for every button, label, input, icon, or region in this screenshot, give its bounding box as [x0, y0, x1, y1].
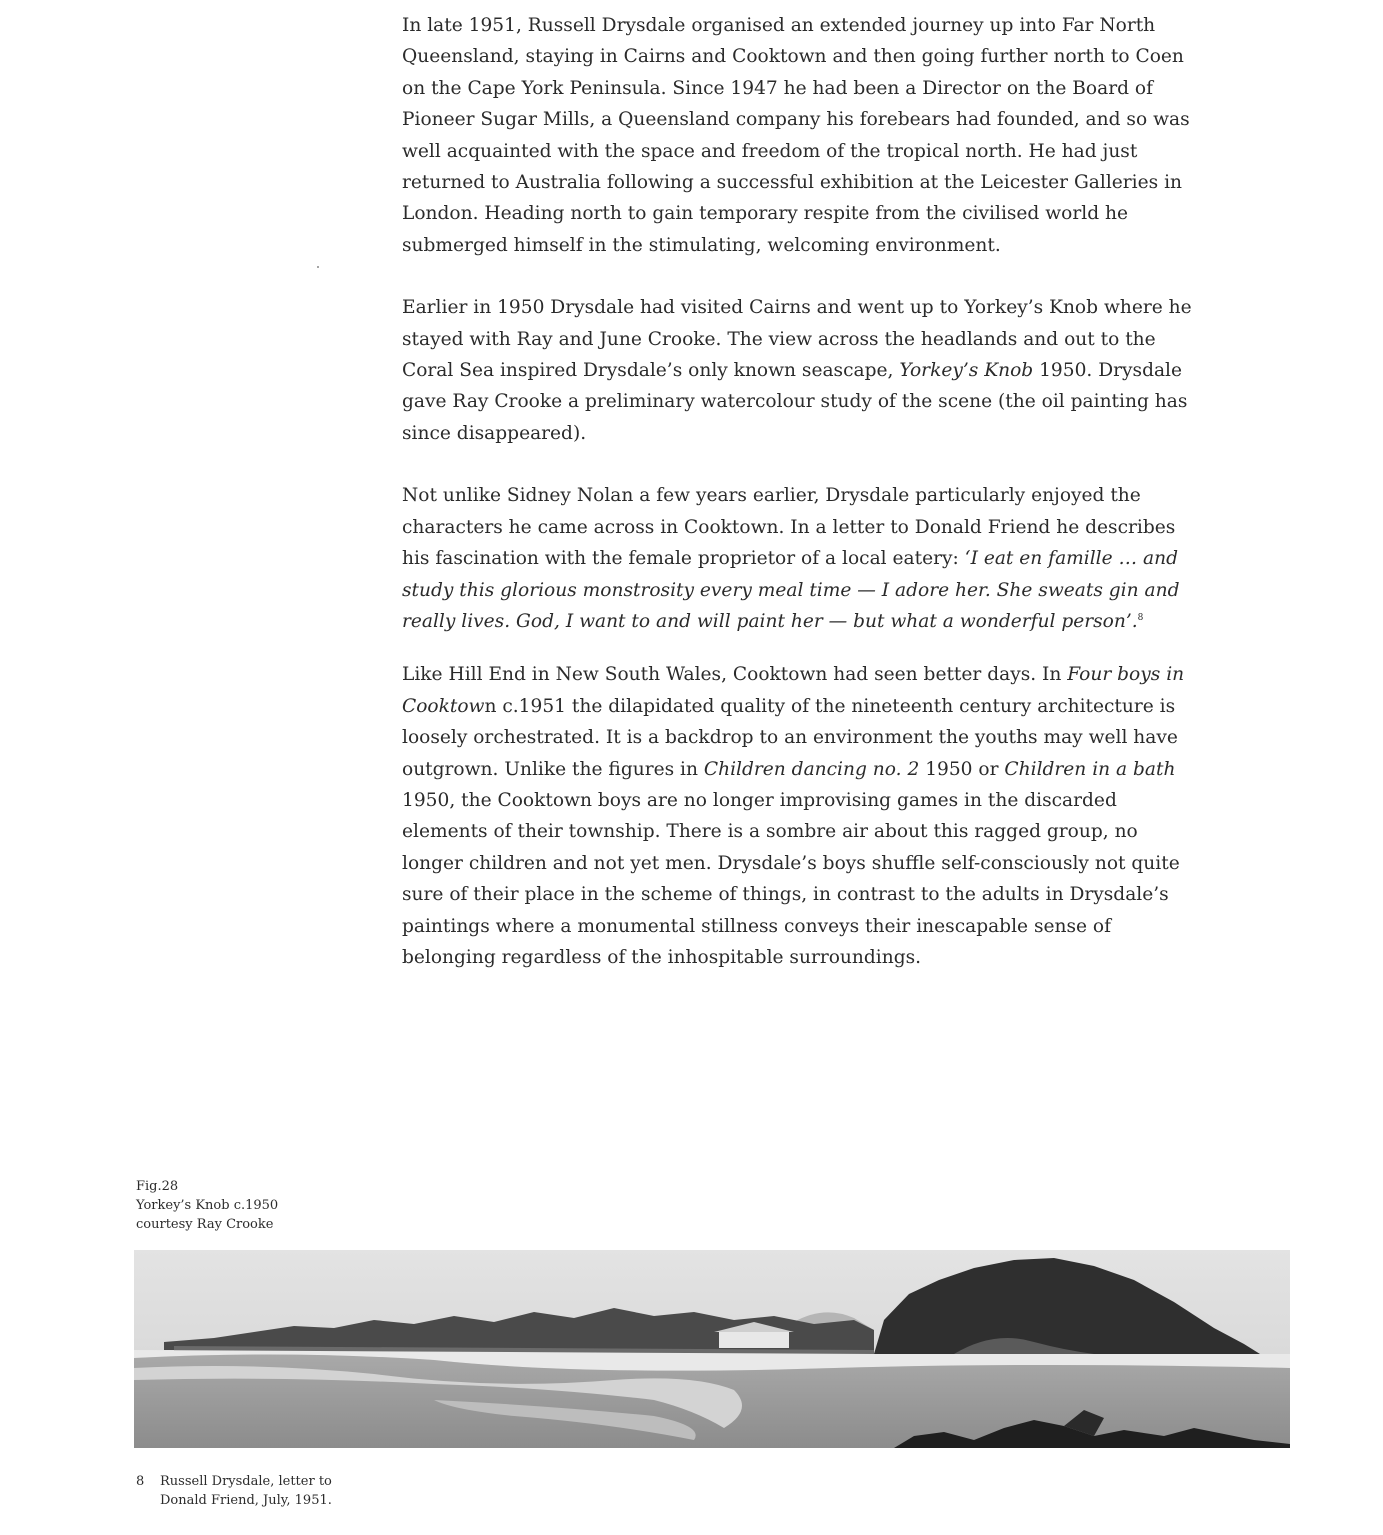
body-text — [402, 10, 1192, 973]
paragraph-4-text-a: Like Hill End in New South Wales, Cooktown had seen better days. In — [402, 664, 1068, 686]
artwork-title-children-dancing: Children dancing no. 2 — [703, 758, 920, 780]
paragraph-4-text-d: 1950, the Cooktown boys are no longer improvising games in the discarded elements of their township. There is a sombre air about this ragged group, no longer children and not yet men. Drysdale’s boys shuffle self-consciously not quite sure of their place in the scheme of things, in contrast to the adults in Drysdale’s paintings where a monumental stillness conveys their inescapable sense of belonging regardless of the inhospitable surroundings. — [402, 789, 1180, 968]
yorkeys-knob-photograph — [134, 1250, 1290, 1448]
artwork-title-yorkeys-knob: Yorkey’s Knob — [899, 360, 1034, 382]
artwork-title-four-boys: Four boys in Cooktow — [402, 664, 1185, 717]
figure-credit: courtesy Ray Crooke — [136, 1217, 274, 1232]
footnote-number: 8 — [136, 1474, 145, 1489]
quotation: ‘I eat en famille … and study this glorious monstrosity every meal time — I adore her. She sweats gin and really lives. God, I want to and will paint her — but what a wonderful person’. — [402, 548, 1180, 632]
stray-mark — [317, 266, 319, 268]
footnote — [136, 1472, 332, 1510]
footnote-line-2: Donald Friend, July, 1951. — [160, 1493, 332, 1508]
paragraph-4-text-c: 1950 or — [919, 758, 1005, 780]
footnote-line-1: Russell Drysdale, letter to — [160, 1474, 332, 1489]
figure-caption — [136, 1177, 278, 1234]
paragraph-1-text: In late 1951, Russell Drysdale organised an extended journey up into Far North Queensland, staying in Cairns and Cooktown and then going further north to Coen on the Cape York Peninsula. Since 1947 he had been a Director on the Board of Pioneer Sugar Mills, a Queensland company his forebears had founded, and so was well acquainted with the space and freedom of the tropical north. He had just returned to Australia following a successful exhibition at the Leicester Galleries in London. Heading north to gain temporary respite from the civilised world he submerged himself in the stimulating, welcoming environment. — [402, 15, 1190, 256]
footnote-reference: 8 — [1137, 612, 1144, 623]
paragraph-4 — [402, 659, 1192, 973]
paragraph-3 — [402, 480, 1192, 637]
paragraph-2-text-a: Earlier in 1950 Drysdale had visited Cairns and went up to Yorkey’s Knob where he stayed with Ray and June Crooke. The view across the headlands and out to the Coral Sea inspired Drysdale’s only known seascape, — [402, 297, 1192, 382]
figure-number: Fig.28 — [136, 1179, 179, 1194]
artwork-title-children-bath: Children in a bath — [1004, 758, 1176, 780]
paragraph-2-text-b: 1950. Drysdale gave Ray Crooke a preliminary watercolour study of the scene (the oil painting has since disappeared). — [402, 360, 1188, 444]
paragraph-4-text-b: n c.1951 the dilapidated quality of the nineteenth century architecture is loosely orchestrated. It is a backdrop to an environment the youths may well have outgrown. Unlike the figures in — [402, 695, 1178, 780]
figure-title: Yorkey’s Knob c.1950 — [136, 1198, 279, 1213]
paragraph-2 — [402, 292, 1192, 449]
paragraph-1 — [402, 10, 1192, 261]
paragraph-3-text: Not unlike Sidney Nolan a few years earlier, Drysdale particularly enjoyed the characters he came across in Cooktown. In a letter to Donald Friend he describes his fascination with the female proprietor of a local eatery: — [402, 485, 1176, 570]
